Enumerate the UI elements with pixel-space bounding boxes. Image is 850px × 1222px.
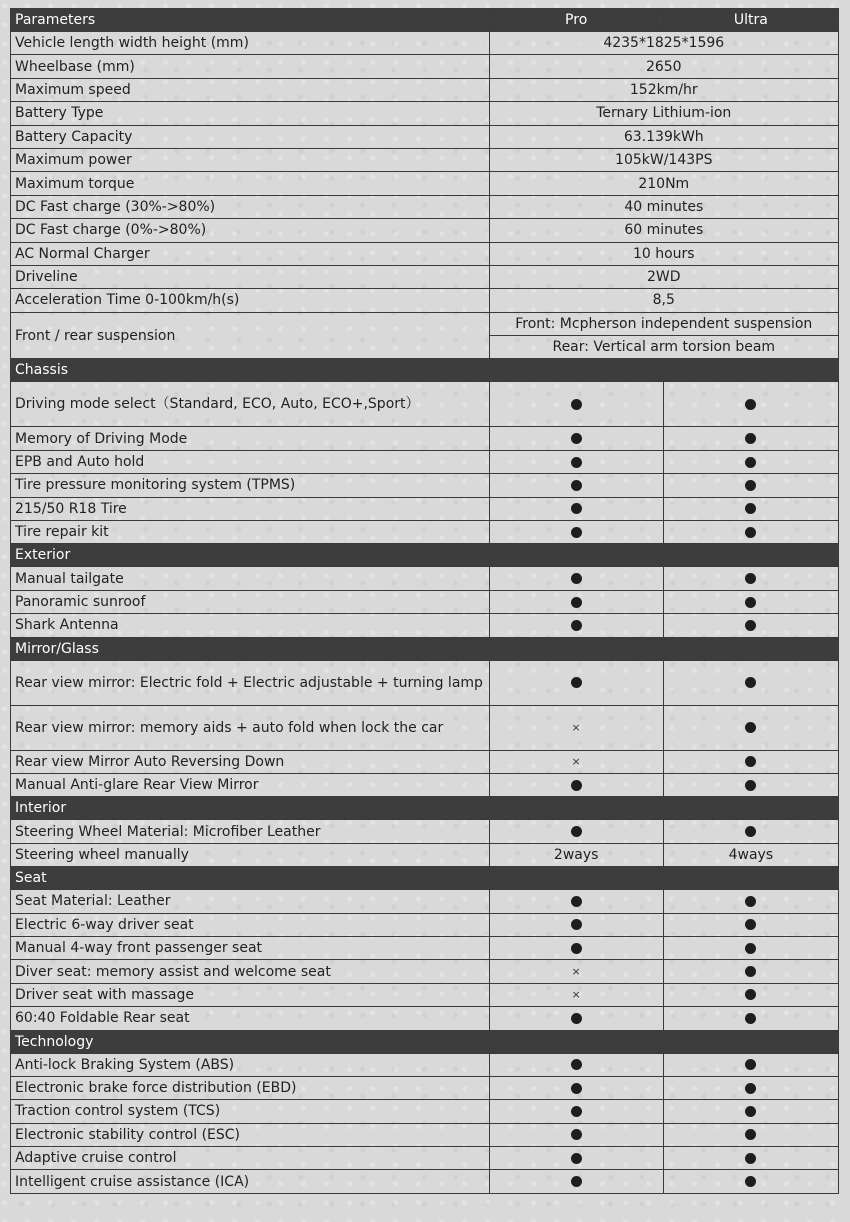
included-dot-icon <box>571 1013 582 1024</box>
feature-included-cell <box>489 1007 663 1030</box>
section-title: Seat <box>11 867 839 890</box>
feature-included-cell <box>489 590 663 613</box>
feature-label: 215/50 R18 Tire <box>11 497 490 520</box>
feature-label: Electric 6-way driver seat <box>11 913 490 936</box>
not-included-cross-icon: × <box>571 988 581 1002</box>
feature-not-included-cell <box>489 983 663 1006</box>
included-dot-icon <box>745 1083 756 1094</box>
feature-included-cell <box>489 820 663 843</box>
table-row <box>11 289 839 312</box>
section-title: Exterior <box>11 544 839 567</box>
feature-included-cell <box>489 382 663 427</box>
table-row <box>11 843 839 866</box>
included-dot-icon <box>745 722 756 733</box>
table-row <box>11 913 839 936</box>
feature-label: Intelligent cruise assistance (ICA) <box>11 1170 490 1193</box>
parameter-label: Maximum speed <box>11 78 490 101</box>
parameter-label: Maximum torque <box>11 172 490 195</box>
feature-included-cell <box>663 1147 838 1170</box>
included-dot-icon <box>571 677 582 688</box>
feature-included-cell <box>489 497 663 520</box>
table-row <box>11 1076 839 1099</box>
feature-included-cell <box>663 936 838 959</box>
parameter-label: DC Fast charge (0%->80%) <box>11 219 490 242</box>
feature-not-included-cell <box>489 750 663 773</box>
parameter-value: 2WD <box>489 265 838 288</box>
pro-header: Pro <box>489 9 663 32</box>
table-row <box>11 1100 839 1123</box>
spec-table-body <box>11 32 839 1194</box>
feature-label: Memory of Driving Mode <box>11 427 490 450</box>
parameter-value: 10 hours <box>489 242 838 265</box>
table-row <box>11 820 839 843</box>
feature-label: Panoramic sunroof <box>11 590 490 613</box>
parameter-value: Ternary Lithium-ion <box>489 102 838 125</box>
feature-included-cell <box>489 913 663 936</box>
parameter-label: Vehicle length width height (mm) <box>11 32 490 55</box>
included-dot-icon <box>571 573 582 584</box>
table-row <box>11 219 839 242</box>
section-header-row <box>11 637 839 660</box>
feature-label: 60:40 Foldable Rear seat <box>11 1007 490 1030</box>
feature-included-cell <box>663 890 838 913</box>
included-dot-icon <box>571 527 582 538</box>
front-suspension-value: Front: Mcpherson independent suspension <box>489 312 838 335</box>
feature-label: Traction control system (TCS) <box>11 1100 490 1123</box>
included-dot-icon <box>571 433 582 444</box>
included-dot-icon <box>571 1083 582 1094</box>
included-dot-icon <box>571 1176 582 1187</box>
section-header-row <box>11 544 839 567</box>
included-dot-icon <box>745 399 756 410</box>
parameter-value: 60 minutes <box>489 219 838 242</box>
feature-label: Rear view Mirror Auto Reversing Down <box>11 750 490 773</box>
feature-included-cell <box>663 382 838 427</box>
feature-included-cell <box>489 614 663 637</box>
feature-included-cell <box>489 567 663 590</box>
feature-label: Electronic stability control (ESC) <box>11 1123 490 1146</box>
feature-label: Tire pressure monitoring system (TPMS) <box>11 474 490 497</box>
included-dot-icon <box>745 966 756 977</box>
included-dot-icon <box>571 1059 582 1070</box>
included-dot-icon <box>745 620 756 631</box>
section-header-row <box>11 359 839 382</box>
included-dot-icon <box>745 527 756 538</box>
table-row <box>11 55 839 78</box>
parameter-label: Front / rear suspension <box>11 312 490 359</box>
table-row <box>11 450 839 473</box>
feature-included-cell <box>663 1100 838 1123</box>
feature-included-cell <box>489 1123 663 1146</box>
feature-included-cell <box>663 820 838 843</box>
feature-included-cell <box>489 936 663 959</box>
table-row <box>11 660 839 705</box>
parameter-value: 63.139kWh <box>489 125 838 148</box>
included-dot-icon <box>745 826 756 837</box>
feature-included-cell <box>489 1100 663 1123</box>
parameter-value: 8,5 <box>489 289 838 312</box>
table-row <box>11 983 839 1006</box>
feature-label: Manual 4-way front passenger seat <box>11 936 490 959</box>
included-dot-icon <box>745 943 756 954</box>
parameter-value: 4235*1825*1596 <box>489 32 838 55</box>
included-dot-icon <box>745 896 756 907</box>
table-row <box>11 960 839 983</box>
feature-included-cell <box>489 1053 663 1076</box>
included-dot-icon <box>745 1059 756 1070</box>
feature-label: Steering Wheel Material: Microfiber Leather <box>11 820 490 843</box>
feature-included-cell <box>663 590 838 613</box>
table-row <box>11 773 839 796</box>
table-row <box>11 590 839 613</box>
included-dot-icon <box>571 480 582 491</box>
included-dot-icon <box>745 919 756 930</box>
feature-label: Shark Antenna <box>11 614 490 637</box>
table-row <box>11 936 839 959</box>
feature-included-cell <box>489 521 663 544</box>
included-dot-icon <box>571 919 582 930</box>
feature-label: Rear view mirror: memory aids + auto fold when lock the car <box>11 705 490 750</box>
table-row <box>11 750 839 773</box>
table-row <box>11 427 839 450</box>
table-row <box>11 474 839 497</box>
included-dot-icon <box>745 1153 756 1164</box>
feature-included-cell <box>489 1147 663 1170</box>
table-row <box>11 32 839 55</box>
feature-included-cell <box>663 660 838 705</box>
not-included-cross-icon: × <box>571 721 581 735</box>
included-dot-icon <box>571 1106 582 1117</box>
feature-included-cell <box>489 1170 663 1193</box>
feature-included-cell <box>663 614 838 637</box>
feature-included-cell <box>663 521 838 544</box>
included-dot-icon <box>571 503 582 514</box>
table-row <box>11 497 839 520</box>
section-title: Mirror/Glass <box>11 637 839 660</box>
table-row <box>11 242 839 265</box>
included-dot-icon <box>745 457 756 468</box>
table-row <box>11 312 839 335</box>
table-row <box>11 125 839 148</box>
parameter-label: Wheelbase (mm) <box>11 55 490 78</box>
feature-label: Steering wheel manually <box>11 843 490 866</box>
section-title: Chassis <box>11 359 839 382</box>
feature-label: Manual tailgate <box>11 567 490 590</box>
table-row <box>11 1123 839 1146</box>
feature-included-cell <box>489 660 663 705</box>
included-dot-icon <box>745 433 756 444</box>
parameter-value: 2650 <box>489 55 838 78</box>
included-dot-icon <box>745 780 756 791</box>
feature-included-cell <box>663 567 838 590</box>
feature-included-cell <box>663 497 838 520</box>
included-dot-icon <box>745 480 756 491</box>
parameters-header: Parameters <box>11 9 490 32</box>
included-dot-icon <box>571 597 582 608</box>
table-row <box>11 567 839 590</box>
table-row <box>11 1147 839 1170</box>
included-dot-icon <box>745 1129 756 1140</box>
included-dot-icon <box>745 1013 756 1024</box>
parameter-value: 40 minutes <box>489 195 838 218</box>
feature-included-cell <box>663 1076 838 1099</box>
included-dot-icon <box>571 457 582 468</box>
table-row <box>11 890 839 913</box>
included-dot-icon <box>571 826 582 837</box>
included-dot-icon <box>571 943 582 954</box>
table-row <box>11 1170 839 1193</box>
included-dot-icon <box>745 573 756 584</box>
included-dot-icon <box>745 677 756 688</box>
section-header-row <box>11 1030 839 1053</box>
section-header-row <box>11 797 839 820</box>
included-dot-icon <box>745 1106 756 1117</box>
table-row <box>11 614 839 637</box>
table-row <box>11 172 839 195</box>
feature-included-cell <box>663 913 838 936</box>
feature-not-included-cell <box>489 960 663 983</box>
table-row <box>11 78 839 101</box>
table-row <box>11 265 839 288</box>
feature-label: Electronic brake force distribution (EBD) <box>11 1076 490 1099</box>
parameter-label: Driveline <box>11 265 490 288</box>
feature-label: Seat Material: Leather <box>11 890 490 913</box>
feature-included-cell <box>489 890 663 913</box>
table-row <box>11 705 839 750</box>
feature-value-cell: 2ways <box>489 843 663 866</box>
parameter-label: AC Normal Charger <box>11 242 490 265</box>
table-row <box>11 1007 839 1030</box>
included-dot-icon <box>745 989 756 1000</box>
feature-label: Driver seat with massage <box>11 983 490 1006</box>
included-dot-icon <box>571 780 582 791</box>
feature-included-cell <box>663 474 838 497</box>
ultra-header: Ultra <box>663 9 838 32</box>
included-dot-icon <box>745 756 756 767</box>
parameter-value: 210Nm <box>489 172 838 195</box>
table-row <box>11 382 839 427</box>
table-row <box>11 1053 839 1076</box>
feature-label: Manual Anti-glare Rear View Mirror <box>11 773 490 796</box>
parameter-value: 152km/hr <box>489 78 838 101</box>
included-dot-icon <box>745 503 756 514</box>
feature-value-cell: 4ways <box>663 843 838 866</box>
feature-included-cell <box>663 705 838 750</box>
included-dot-icon <box>745 597 756 608</box>
feature-included-cell <box>489 474 663 497</box>
parameter-label: Battery Type <box>11 102 490 125</box>
table-row <box>11 195 839 218</box>
feature-label: Rear view mirror: Electric fold + Electric adjustable + turning lamp <box>11 660 490 705</box>
included-dot-icon <box>571 896 582 907</box>
not-included-cross-icon: × <box>571 755 581 769</box>
feature-included-cell <box>663 773 838 796</box>
feature-not-included-cell <box>489 705 663 750</box>
rear-suspension-value: Rear: Vertical arm torsion beam <box>489 336 838 359</box>
feature-included-cell <box>663 427 838 450</box>
feature-included-cell <box>663 750 838 773</box>
parameter-label: Maximum power <box>11 148 490 171</box>
included-dot-icon <box>571 399 582 410</box>
feature-included-cell <box>663 1170 838 1193</box>
table-header-row <box>11 9 839 32</box>
feature-label: Anti-lock Braking System (ABS) <box>11 1053 490 1076</box>
feature-label: Driving mode select（Standard, ECO, Auto, ECO+,Sport） <box>11 382 490 427</box>
feature-included-cell <box>663 960 838 983</box>
feature-included-cell <box>663 1123 838 1146</box>
table-row <box>11 521 839 544</box>
included-dot-icon <box>745 1176 756 1187</box>
feature-label: Tire repair kit <box>11 521 490 544</box>
feature-included-cell <box>663 1053 838 1076</box>
section-header-row <box>11 867 839 890</box>
not-included-cross-icon: × <box>571 965 581 979</box>
feature-included-cell <box>489 773 663 796</box>
feature-included-cell <box>489 1076 663 1099</box>
feature-included-cell <box>489 427 663 450</box>
parameter-label: Battery Capacity <box>11 125 490 148</box>
feature-label: Diver seat: memory assist and welcome seat <box>11 960 490 983</box>
feature-label: Adaptive cruise control <box>11 1147 490 1170</box>
parameter-label: Acceleration Time 0-100km/h(s) <box>11 289 490 312</box>
parameter-value: 105kW/143PS <box>489 148 838 171</box>
feature-included-cell <box>663 983 838 1006</box>
table-row <box>11 148 839 171</box>
section-title: Technology <box>11 1030 839 1053</box>
included-dot-icon <box>571 620 582 631</box>
included-dot-icon <box>571 1129 582 1140</box>
spec-table <box>10 8 839 1194</box>
feature-included-cell <box>489 450 663 473</box>
feature-included-cell <box>663 450 838 473</box>
included-dot-icon <box>571 1153 582 1164</box>
feature-label: EPB and Auto hold <box>11 450 490 473</box>
parameter-label: DC Fast charge (30%->80%) <box>11 195 490 218</box>
section-title: Interior <box>11 797 839 820</box>
feature-included-cell <box>663 1007 838 1030</box>
table-row <box>11 102 839 125</box>
